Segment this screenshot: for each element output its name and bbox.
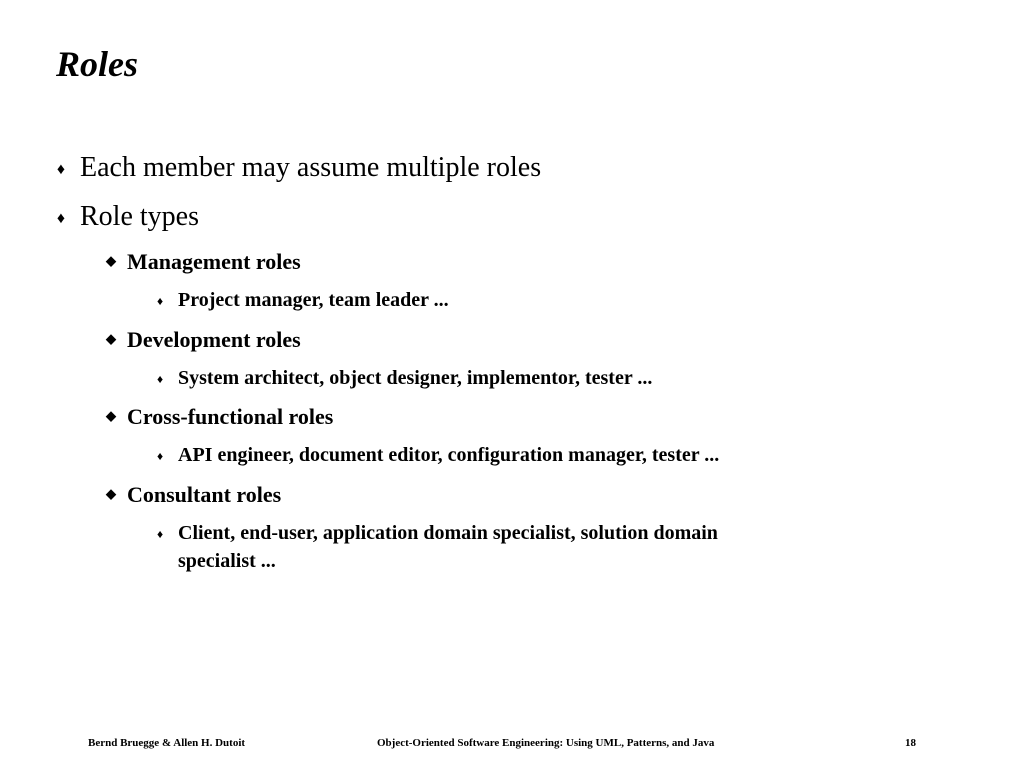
diamond-bullet-icon: ♦ (56, 161, 66, 178)
footer-book-title: Object-Oriented Software Engineering: Using UML, Patterns, and Java (377, 737, 715, 749)
examples-text: Project manager, team leader ... (178, 289, 449, 311)
subbullet-label: Development roles (127, 327, 301, 352)
diamond-bullet-icon: ♦ (156, 372, 164, 386)
diamond-bullet-icon: ◆ (106, 486, 116, 501)
diamond-bullet-icon: ◆ (106, 408, 116, 423)
diamond-bullet-icon: ◆ (106, 253, 116, 268)
subbullet-label: Management roles (127, 249, 301, 274)
diamond-bullet-icon: ♦ (156, 449, 164, 463)
subbullet-label: Consultant roles (127, 482, 282, 507)
diamond-bullet-icon: ◆ (106, 331, 116, 346)
examples-text (178, 519, 898, 575)
bullet-text: Each member may assume multiple roles (80, 152, 542, 183)
slide-title: Roles (56, 44, 139, 84)
diamond-bullet-icon: ♦ (56, 210, 66, 227)
examples-line-1: Client, end-user, application domain specialist, solution domain (178, 522, 718, 544)
diamond-bullet-icon: ♦ (156, 527, 164, 541)
bullet-text: Role types (80, 201, 199, 232)
footer-authors: Bernd Bruegge & Allen H. Dutoit (88, 737, 246, 749)
examples-text: API engineer, document editor, configuration manager, tester ... (178, 444, 720, 466)
examples-line-2: specialist ... (178, 550, 276, 572)
examples-text: System architect, object designer, implementor, tester ... (178, 367, 653, 389)
footer-page-number: 18 (905, 737, 916, 749)
subbullet-label: Cross-functional roles (127, 404, 334, 429)
diamond-bullet-icon: ♦ (156, 294, 164, 308)
